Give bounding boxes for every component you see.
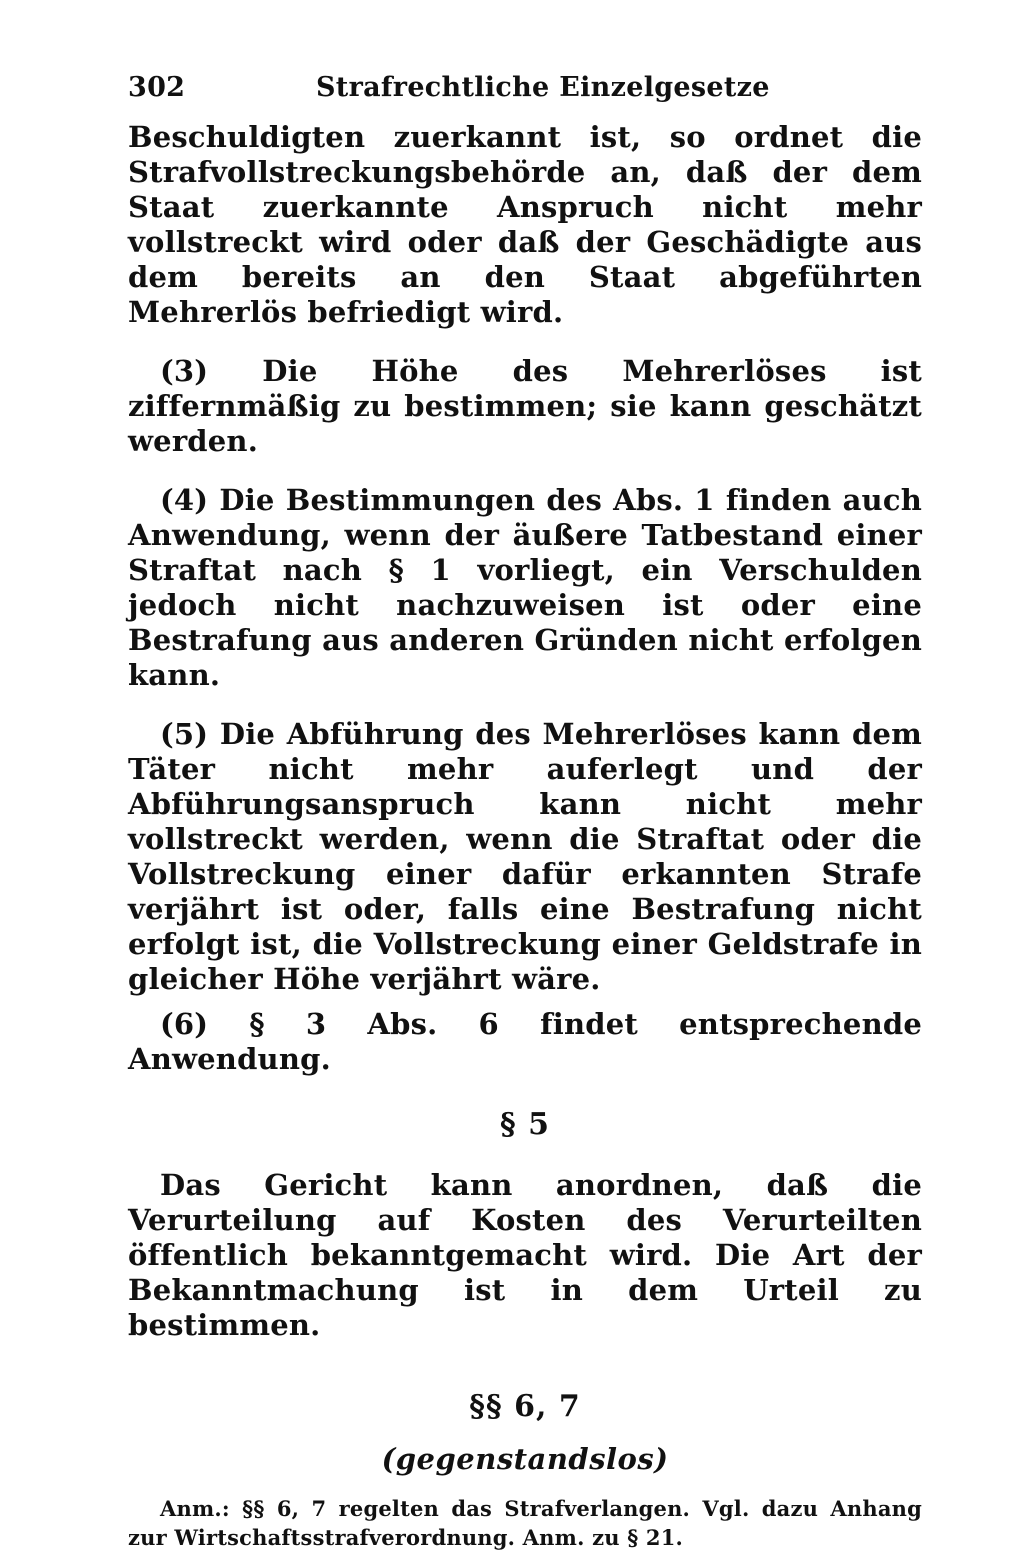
page-number: 302	[128, 72, 186, 103]
paragraph-4: (4) Die Bestimmungen des Abs. 1 finden auch Anwendung, wenn der äußere Tatbestand einer Straftat nach § 1 vorliegt, ein Verschulden jedoch nicht nachzuweisen ist oder eine Bestrafung aus anderen Gründen nicht erfolgen kann.	[128, 483, 922, 692]
paragraph-6: (6) § 3 Abs. 6 findet entsprechende Anwendung.	[128, 1007, 922, 1076]
section-5-heading: § 5	[499, 1107, 550, 1142]
section-6-7-heading: §§ 6, 7	[469, 1389, 581, 1424]
section-6-7-note: (gegenstandslos)	[381, 1442, 669, 1476]
paragraph-5: (5) Die Abführung des Mehrerlöses kann dem Täter nicht mehr auferlegt und der Abführungsanspruch kann nicht mehr vollstreckt werden, wenn die Straftat oder die Vollstreckung einer dafür erkannten Strafe verjährt ist oder, falls eine Bestrafung nicht erfolgt ist, die Vollstreckung einer Geldstrafe in gleicher Höhe verjährt wäre.	[128, 717, 922, 996]
running-title: Strafrechtliche Einzelgesetze	[316, 72, 770, 103]
annotation: Anm.: §§ 6, 7 regelten das Strafverlangen. Vgl. dazu Anhang zur Wirtschaftsstrafverordnung. Anm. zu § 21.	[128, 1496, 922, 1550]
document-page	[128, 72, 922, 1552]
section-5-text: Das Gericht kann anordnen, daß die Verurteilung auf Kosten des Verurteilten öffentlich bekanntgemacht wird. Die Art der Bekanntmachung ist in dem Urteil zu bestimmen.	[128, 1168, 922, 1342]
page-header	[128, 72, 922, 120]
paragraph-3: (3) Die Höhe des Mehrerlöses ist ziffernmäßig zu bestimmen; sie kann geschätzt werden.	[128, 354, 922, 458]
paragraph-continuation: Beschuldigten zuerkannt ist, so ordnet die Strafvollstreckungsbehörde an, daß der dem Staat zuerkannte Anspruch nicht mehr vollstreckt wird oder daß der Geschädigte aus dem bereits an den Staat abgeführten Mehrerlös befriedigt wird.	[128, 120, 922, 329]
